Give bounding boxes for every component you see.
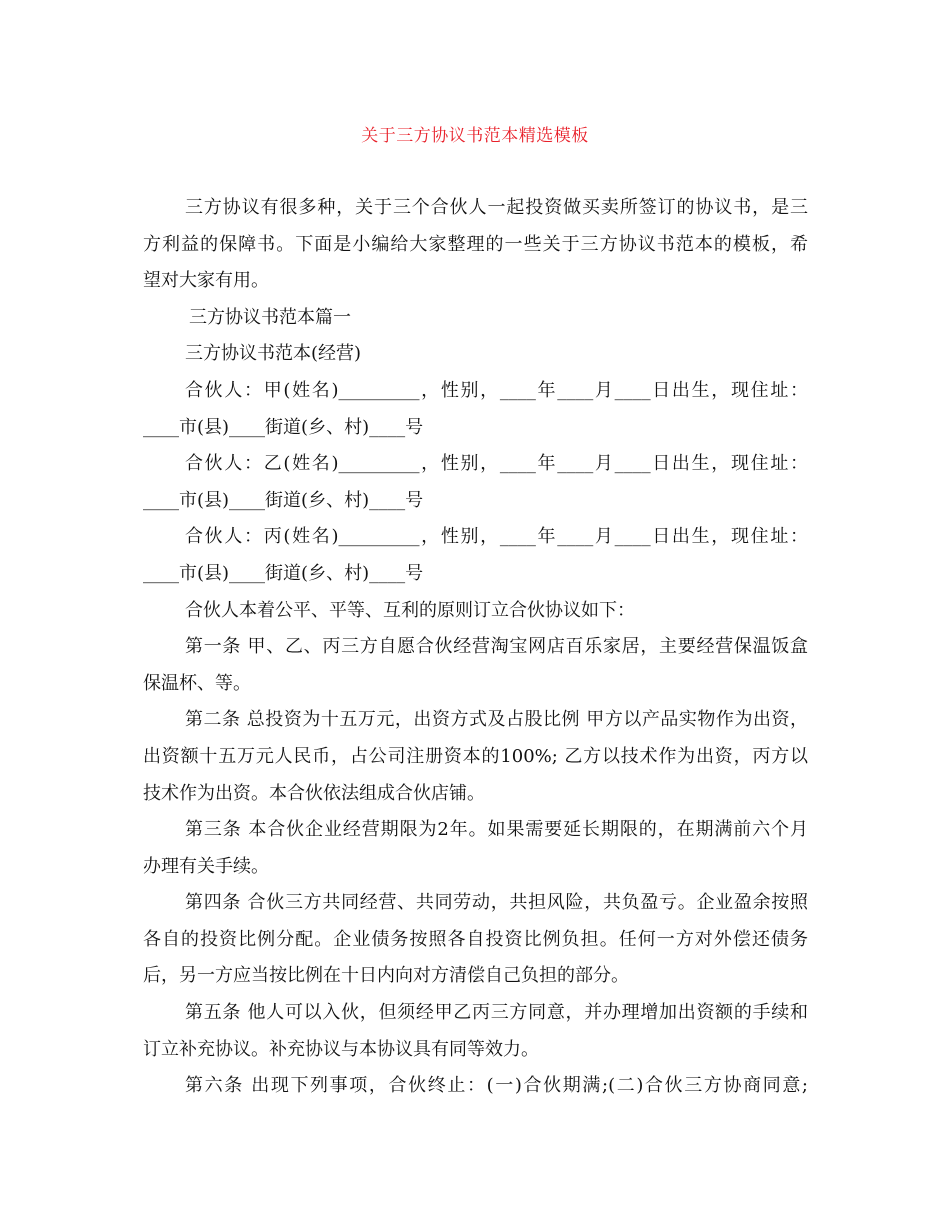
article-line: 技术作为出资。本合伙依法组成合伙店铺。 bbox=[143, 782, 485, 804]
address-line: ____市(县)____街道(乡、村)____号 bbox=[143, 416, 424, 438]
paragraph-line: 望对大家有用。 bbox=[143, 270, 269, 292]
article-line: 保温杯、等。 bbox=[143, 672, 251, 694]
address-line: ____市(县)____街道(乡、村)____号 bbox=[143, 489, 424, 511]
partner-line: 合伙人：甲(姓名)_________，性别，____年____月____日出生，现住址： bbox=[185, 379, 808, 401]
address-line: ____市(县)____街道(乡、村)____号 bbox=[143, 562, 424, 584]
article-line: 第三条 本合伙企业经营期限为2年。如果需要延长期限的，在期满前六个月 bbox=[185, 819, 808, 841]
article-line: 第六条 出现下列事项，合伙终止：(一)合伙期满;(二)合伙三方协商同意; bbox=[185, 1075, 808, 1097]
article-line: 后，另一方应当按比例在十日内向对方清偿自己负担的部分。 bbox=[143, 965, 629, 987]
article-line: 第五条 他人可以入伙，但须经甲乙丙三方同意，并办理增加出资额的手续和 bbox=[185, 1002, 808, 1024]
paragraph-line: 方利益的保障书。下面是小编给大家整理的一些关于三方协议书范本的模板，希 bbox=[143, 233, 808, 255]
article-line: 办理有关手续。 bbox=[143, 855, 269, 877]
article-line: 出资额十五万元人民币，占公司注册资本的100%; 乙方以技术作为出资，丙方以 bbox=[143, 745, 808, 767]
article-line: 第二条 总投资为十五万元，出资方式及占股比例 甲方以产品实物作为出资， bbox=[185, 709, 808, 731]
partner-line: 合伙人：丙(姓名)_________，性别，____年____月____日出生，现住址： bbox=[185, 526, 808, 548]
section-subheading: 三方协议书范本(经营) bbox=[185, 343, 362, 365]
document-title: 关于三方协议书范本精选模板 bbox=[361, 126, 589, 146]
document-body bbox=[143, 190, 808, 1105]
paragraph-line: 合伙人本着公平、平等、互利的原则订立合伙协议如下： bbox=[185, 599, 635, 621]
article-line: 第一条 甲、乙、丙三方自愿合伙经营淘宝网店百乐家居，主要经营保温饭盒 bbox=[185, 636, 808, 658]
section-heading: 三方协议书范本篇一 bbox=[189, 306, 351, 328]
paragraph-line: 三方协议有很多种，关于三个合伙人一起投资做买卖所签订的协议书，是三 bbox=[185, 197, 808, 218]
partner-line: 合伙人：乙(姓名)_________，性别，____年____月____日出生，现住址： bbox=[185, 453, 808, 475]
article-line: 订立补充协议。补充协议与本协议具有同等效力。 bbox=[143, 1038, 539, 1060]
article-line: 各自的投资比例分配。企业债务按照各自投资比例负担。任何一方对外偿还债务 bbox=[143, 928, 808, 950]
article-line: 第四条 合伙三方共同经营、共同劳动，共担风险，共负盈亏。企业盈余按照 bbox=[185, 892, 808, 914]
